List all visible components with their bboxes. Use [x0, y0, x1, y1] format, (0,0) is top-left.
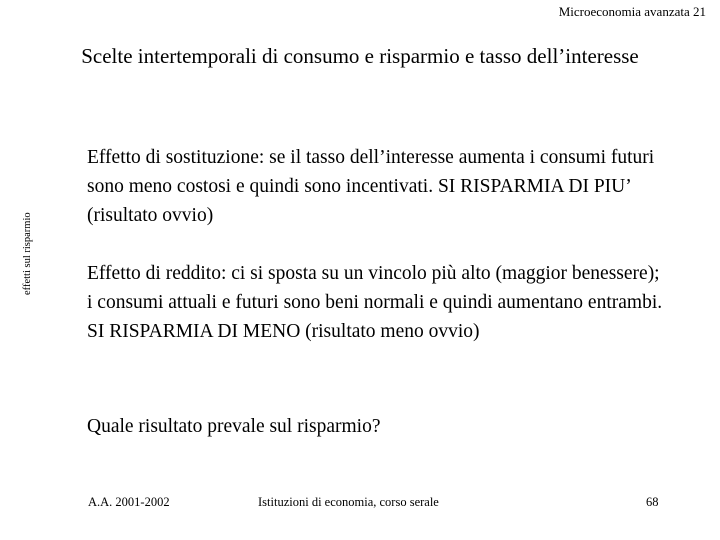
- slide-header: Microeconomia avanzata 21: [558, 4, 706, 19]
- page-number: 68: [646, 495, 659, 509]
- question-paragraph: Quale risultato prevale sul risparmio?: [87, 416, 381, 437]
- substitution-effect-paragraph: Effetto di sostituzione: se il tasso dell’interesse aumenta i consumi futuri sono meno costosi e quindi sono incentivati. SI RISPARMIA DI PIU’ (risultato ovvio): [87, 147, 655, 226]
- income-effect-paragraph: Effetto di reddito: ci si sposta su un vincolo più alto (maggior benessere); i consumi attuali e futuri sono beni normali e quindi aumentano entrambi. SI RISPARMIA DI MENO (risultato meno ovvio): [87, 263, 663, 342]
- slide-title: Scelte intertemporali di consumo e risparmio e tasso dell’interesse: [81, 44, 639, 68]
- footer-course: Istituzioni di economia, corso serale: [258, 495, 439, 509]
- footer-academic-year: A.A. 2001-2002: [88, 495, 170, 509]
- side-label: effetti sul risparmio: [22, 212, 33, 295]
